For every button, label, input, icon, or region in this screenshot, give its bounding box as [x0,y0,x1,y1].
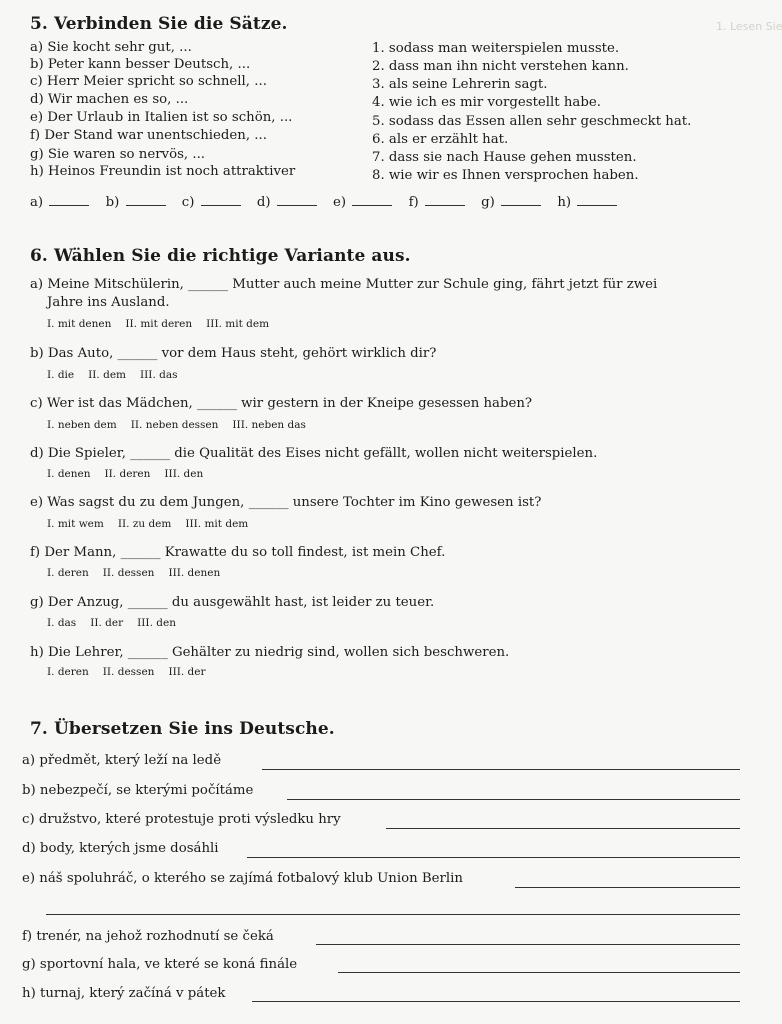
ex6-item-b-line-1: b) Das Auto, ______ vor dem Haus steht, gehört wirklich dir? [30,346,437,361]
option[interactable]: III. das [140,369,178,381]
exercise-7-title: 7. Übersetzen Sie ins Deutsche. [30,719,335,739]
ex7-answer-line-e[interactable] [515,887,740,888]
ex5-answer-blank-b[interactable] [126,194,166,206]
option[interactable]: I. denen [47,468,91,480]
ex5-left-e: e) Der Urlaub in Italien ist so schön, ... [30,110,293,125]
ex6-item-h-line-1: h) Die Lehrer, ______ Gehälter zu niedrig sind, wollen sich beschweren. [30,645,510,660]
ex5-right-1: 1. sodass man weiterspielen musste. [372,41,620,56]
ex7-answer-line-c[interactable] [386,828,740,829]
exercise-5-title: 5. Verbinden Sie die Sätze. [30,14,288,34]
ex7-answer-line-a[interactable] [262,769,740,770]
ex6-item-e-options [47,518,262,530]
option[interactable]: I. deren [47,567,89,579]
ex5-answer-label-g: g) [481,195,495,210]
ex7-answer-line-e-2[interactable] [46,914,740,915]
option[interactable]: III. den [137,617,176,629]
ex5-answer-label-h: h) [557,195,572,210]
ex5-right-7: 7. dass sie nach Hause gehen mussten. [372,150,637,165]
ex5-answer-blank-h[interactable] [577,194,617,206]
ex7-item-g: g) sportovní hala, ve které se koná finále [22,957,298,972]
option[interactable]: II. dessen [102,567,155,579]
ex6-item-d-line-1: d) Die Spieler, ______ die Qualität des Eises nicht gefällt, wollen nicht weiterspielen. [30,446,598,461]
ex6-item-f-options [47,567,234,579]
ex5-answer-blank-a[interactable] [49,194,89,206]
ex7-item-e: e) náš spoluhráč, o kterého se zajímá fotbalový klub Union Berlin [22,871,463,886]
option[interactable]: III. den [164,468,204,480]
option[interactable]: I. das [47,617,77,629]
option[interactable]: III. neben das [232,419,306,431]
ex5-answer-label-d: d) [256,195,271,210]
ex5-left-f: f) Der Stand war unentschieden, ... [30,128,267,143]
ex5-right-5: 5. sodass das Essen allen sehr geschmeckt hat. [372,114,692,129]
ex5-answer-row [30,194,629,210]
option[interactable]: II. dessen [102,666,155,678]
ex6-item-g-line-1: g) Der Anzug, ______ du ausgewählt hast, ist leider zu teuer. [30,595,435,610]
option[interactable]: I. deren [47,666,89,678]
ex5-answer-blank-c[interactable] [201,194,241,206]
ex7-item-b: b) nebezpečí, se kterými počítáme [22,783,254,798]
option[interactable]: II. deren [104,468,151,480]
ex5-right-3: 3. als seine Lehrerin sagt. [372,77,548,92]
ex7-item-f: f) trenér, na jehož rozhodnutí se čeká [22,929,274,944]
ex6-item-f-line-1: f) Der Mann, ______ Krawatte du so toll findest, ist mein Chef. [30,545,446,560]
ex5-answer-label-e: e) [333,195,347,210]
option[interactable]: II. der [90,617,124,629]
ex7-answer-line-g[interactable] [338,972,740,973]
ex7-item-a: a) předmět, který leží na ledě [22,753,222,768]
ex5-right-4: 4. wie ich es mir vorgestellt habe. [372,95,601,110]
ex7-answer-line-b[interactable] [287,799,740,800]
ex5-answer-label-a: a) [30,195,44,210]
option[interactable]: II. zu dem [117,518,172,530]
ex6-item-g-options [47,617,190,629]
ex5-answer-blank-f[interactable] [425,194,465,206]
option[interactable]: III. denen [168,567,221,579]
option[interactable]: II. dem [88,369,126,381]
ex6-item-h-options [47,666,220,678]
ex6-item-c-line-1: c) Wer ist das Mädchen, ______ wir gestern in der Kneipe gesessen haben? [30,396,533,411]
ex7-item-d: d) body, kterých jsme dosáhli [22,841,219,856]
option[interactable]: I. die [47,369,75,381]
ex6-item-a-line-2: Jahre ins Ausland. [47,295,170,310]
option[interactable]: I. mit wem [47,518,104,530]
ex6-item-c-options [47,419,320,431]
option[interactable]: I. neben dem [47,419,117,431]
ex6-item-d-options [47,468,217,480]
ex5-left-a: a) Sie kocht sehr gut, ... [30,40,192,55]
option[interactable]: III. mit dem [185,518,249,530]
option[interactable]: I. mit denen [47,318,112,330]
ex5-left-c: c) Herr Meier spricht so schnell, ... [30,74,267,89]
ex5-left-d: d) Wir machen es so, ... [30,92,189,107]
ex6-item-a-line-1: a) Meine Mitschülerin, ______ Mutter auch meine Mutter zur Schule ging, fährt jetzt für zwei [30,277,658,292]
ex7-answer-line-f[interactable] [316,944,740,945]
ex5-answer-blank-g[interactable] [501,194,541,206]
option[interactable]: II. neben dessen [130,419,219,431]
ex7-answer-line-d[interactable] [247,857,740,858]
ex7-answer-line-h[interactable] [252,1001,740,1002]
ex5-right-6: 6. als er erzählt hat. [372,132,509,147]
ex7-item-h: h) turnaj, který začíná v pátek [22,986,226,1001]
ex6-item-e-line-1: e) Was sagst du zu dem Jungen, ______ unsere Tochter im Kino gewesen ist? [30,495,542,510]
ex5-answer-label-c: c) [181,195,195,210]
exercise-6-title: 6. Wählen Sie die richtige Variante aus. [30,246,411,266]
ex5-left-g: g) Sie waren so nervös, ... [30,147,206,162]
ex5-answer-label-b: b) [105,195,120,210]
ex6-item-b-options [47,369,192,381]
ex7-item-c: c) družstvo, které protestuje proti výsledku hry [22,812,341,827]
option[interactable]: III. mit dem [206,318,270,330]
ex5-answer-blank-d[interactable] [277,194,317,206]
ex5-right-8: 8. wie wir es Ihnen versprochen haben. [372,168,639,183]
ex5-right-2: 2. dass man ihn nicht verstehen kann. [372,59,629,74]
ex5-answer-blank-e[interactable] [352,194,392,206]
bleed-through-header: 1. Lesen Sie [716,20,782,33]
option[interactable]: III. der [168,666,206,678]
option[interactable]: II. mit deren [125,318,193,330]
ex5-answer-label-f: f) [408,195,419,210]
ex5-left-b: b) Peter kann besser Deutsch, ... [30,57,251,72]
ex6-item-a-options [47,318,283,330]
ex5-left-h: h) Heinos Freundin ist noch attraktiver [30,164,296,179]
